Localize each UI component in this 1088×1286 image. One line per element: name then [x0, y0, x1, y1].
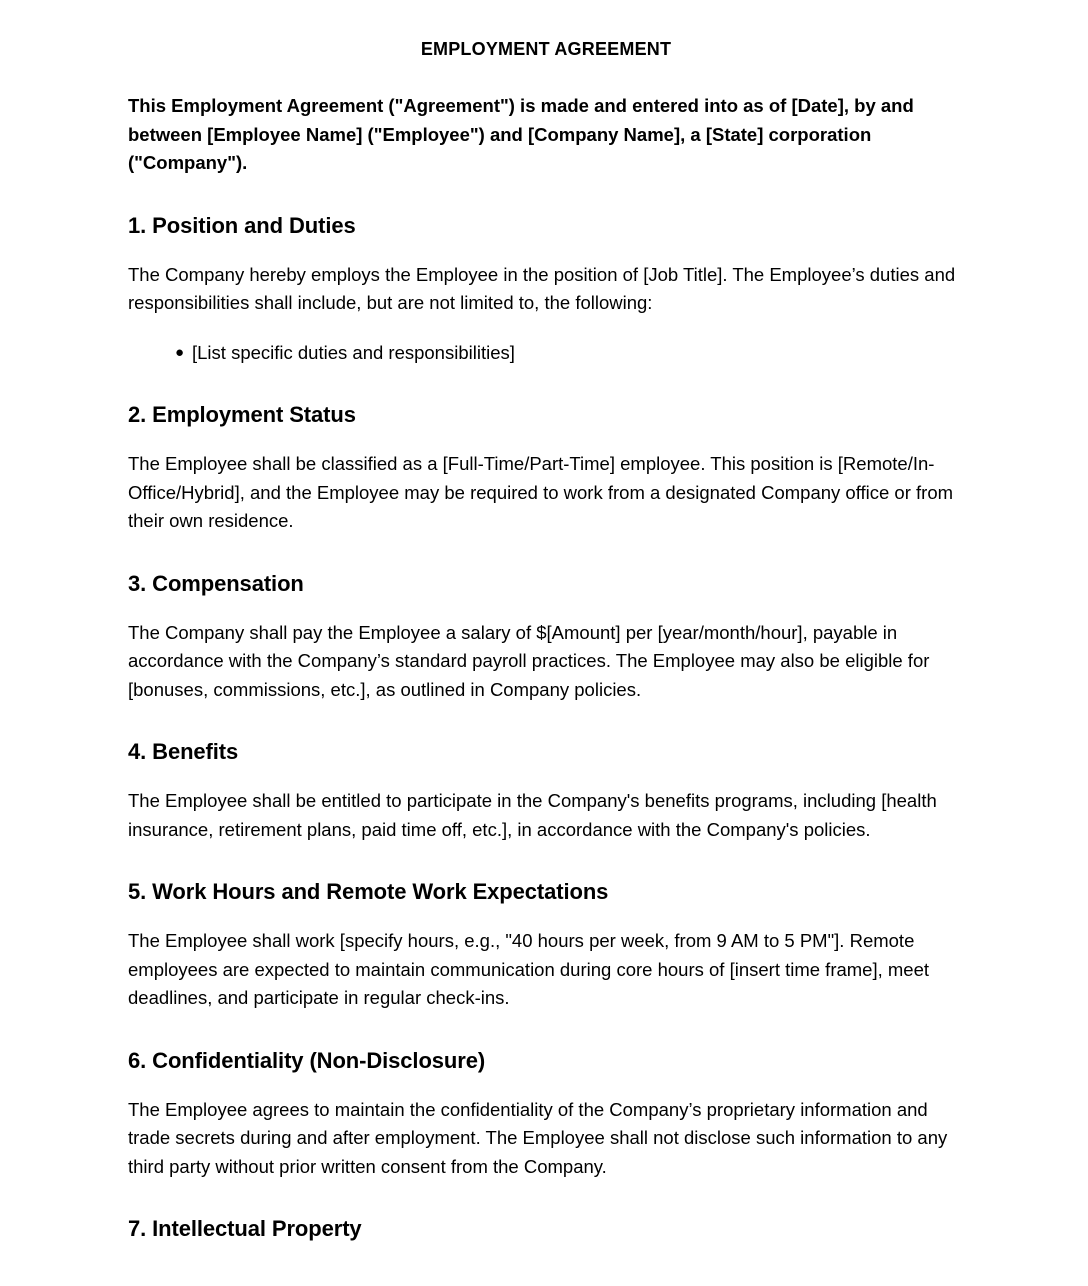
agreement-intro-paragraph: This Employment Agreement ("Agreement") is made and entered into as of [Date], by and between [Employee Name] ("Employee") and [Company Name], a [State] corporation ("Company"). [128, 95, 914, 173]
section-heading: 3. Compensation [128, 570, 304, 596]
document-section [128, 844, 964, 1013]
document-section [128, 1181, 964, 1243]
section-paragraph: The Company hereby employs the Employee in the position of [Job Title]. The Employee’s duties and responsibilities shall include, but are not limited to, the following: [128, 263, 956, 313]
section-heading: 5. Work Hours and Remote Work Expectations [128, 879, 609, 904]
document-section [128, 536, 964, 705]
section-paragraph: The Employee shall work [specify hours, e.g., "40 hours per week, from 9 AM to 5 PM"]. Remote employees are expected to maintain communication during core hours of [insert time frame], meet deadlines, and participate in regular check-ins. [128, 930, 930, 1008]
document-section [128, 178, 964, 368]
section-heading: 4. Benefits [128, 739, 239, 764]
bullet-list [128, 318, 964, 368]
bullet-point-icon: ● [175, 343, 185, 361]
section-paragraph: The Employee shall be entitled to participate in the Company's benefits programs, including [health insurance, retirement plans, paid time off, etc.], in accordance with the Company's policies. [128, 790, 937, 840]
section-heading: 1. Position and Duties [128, 212, 356, 238]
document-content-column [128, 0, 964, 1243]
section-paragraph: The Employee agrees to maintain the confidentiality of the Company’s proprietary information and trade secrets during and after employment. The Employee shall not disclose such information to any third party without prior written consent from the Company. [128, 1098, 948, 1177]
list-item [128, 339, 964, 368]
document-section [128, 704, 964, 844]
section-heading: 2. Employment Status [128, 402, 356, 427]
sections-container [128, 178, 964, 1244]
section-heading: 7. Intellectual Property [128, 1216, 362, 1241]
section-heading: 6. Confidentiality (Non-Disclosure) [128, 1047, 486, 1073]
section-paragraph: The Company shall pay the Employee a salary of $[Amount] per [year/month/hour], payable in accordance with the Company’s standard payroll practices. The Employee may also be eligible for [bonuses, commissions, etc.], as outlined in Company policies. [128, 621, 930, 700]
document-section [128, 1013, 964, 1182]
list-item-label: [List specific duties and responsibilities] [192, 341, 515, 363]
document-title: EMPLOYMENT AGREEMENT [420, 39, 672, 59]
document-section [128, 367, 964, 536]
section-paragraph: The Employee shall be classified as a [Full-Time/Part-Time] employee. This position is [Remote/In-Office/Hybrid], and the Employee may be required to work from a designated Company office or from their own residence. [128, 453, 954, 531]
